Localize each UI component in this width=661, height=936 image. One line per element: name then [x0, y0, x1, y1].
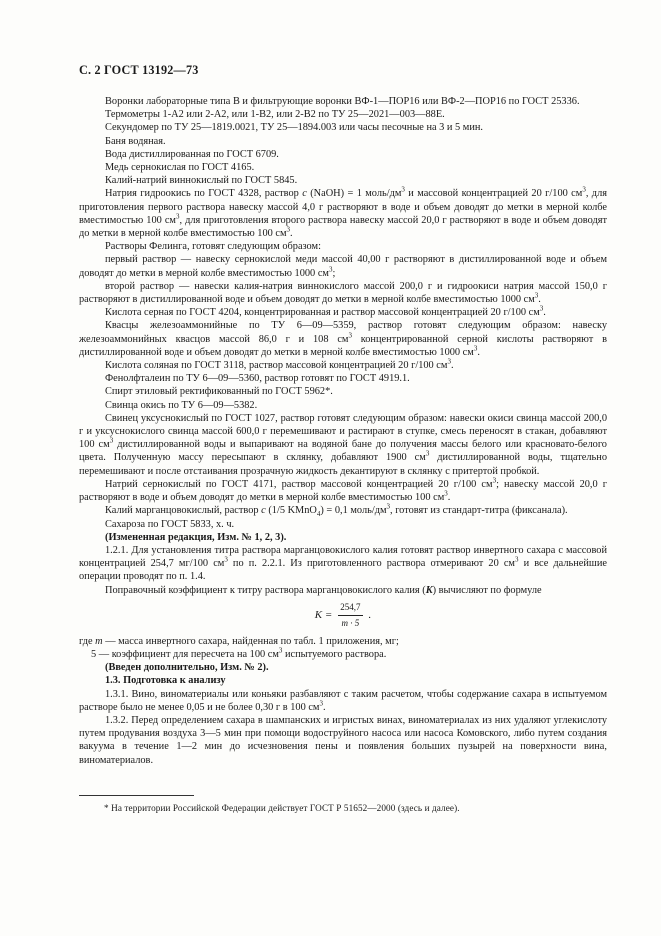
footnote: * На территории Российской Федерации действует ГОСТ Р 51652—2000 (здесь и далее).	[104, 803, 460, 813]
formula-explanation: 5 — коэффициент для пересчета на 100 $см^3$ испытуемого раствора.	[91, 646, 387, 660]
paragraph: Спирт этиловый ректификованный по ГОСТ 5962*.	[105, 386, 333, 398]
paragraph: Натрий сернокислый по ГОСТ 4171, раствор массовой концентрацией 20 г/100 $см^3$; навеску массой 20,0 г растворяют в воде и объем доводят до метки в мерной колбе вместимостью 100 $см^3$.	[79, 476, 607, 504]
paragraph: Натрия гидроокись по ГОСТ 4328, раствор c (NaOH) = 1 моль/$дм^3$ и массовой концентрацией 20 г/100 $см^3$, для приготовления первого раствора навеску массой 4,0 г растворяют в воде и объем доводят до метки в мерной колбе вместимостью 100 $см^3$, для приготовления второго раствора навеску массой 20,0 г растворяют в воде и объем доводят до метки в мерной колбе вместимостью 100 $см^3$.	[79, 185, 607, 240]
paragraph: Квасцы железоаммонийные по ТУ 6—09—5359, раствор готовят следующим образом: навеску железоаммонийных квасцов массой 86,0 г и 108 $см^3$ концентрированной серной кислоты растворяют в дистиллированной воде и объем доводят до метки в мерной колбе вместимостью 1000 $см^3$.	[79, 320, 607, 358]
paragraph: Поправочный коэффициент к титру раствора марганцовокислого калия (K) вычисляют по формуле	[105, 584, 542, 596]
paragraph: Калий марганцовокислый, раствор c (1/5 KMnO$_4$) = 0,1 моль/$дм^3$, готовят из стандарт-титра (фиксанала).	[105, 502, 568, 519]
paragraph: Вода дистиллированная по ГОСТ 6709.	[105, 148, 279, 160]
paragraph: второй раствор — навески калия-натрия виннокислого массой 200,0 г и гидроокиси натрия массой 150,0 г растворяют в дистиллированной воде и объем доводят до метки в мерной колбе вместимостью 1000 $см^3$.	[79, 280, 607, 306]
paragraph: Термометры 1-А2 или 2-А2, или 1-В2, или 2-В2 по ТУ 25—2021—003—88Е.	[105, 109, 445, 121]
paragraph: Фенолфталеин по ТУ 6—09—5360, раствор готовят по ГОСТ 4919.1.	[105, 373, 410, 385]
paragraph: первый раствор — навеску сернокислой меди массой 40,00 г растворяют в дистиллированной воде и объем доводят до метки в мерной колбе вместимостью 1000 $см^3$;	[79, 254, 607, 279]
formula-fraction	[338, 601, 362, 630]
paragraph: Свинца окись по ТУ 6—09—5382.	[105, 399, 258, 411]
paragraph: Медь сернокислая по ГОСТ 4165.	[105, 162, 255, 174]
page-header: С. 2 ГОСТ 13192—73	[79, 63, 199, 77]
paragraph: 1.2.1. Для установления титра раствора марганцовокислого калия готовят раствор инвертного сахара с массовой концентрацией 254,7 мг/100 $см^3$ по п. 2.2.1. Из приготовленного раствора отмеривают 20 $см^3$ и все дальнейшие операции проводят по п. 1.4.	[79, 544, 607, 583]
paragraph: Калий-натрий виннокислый по ГОСТ 5845.	[105, 175, 298, 187]
paragraph: Растворы Фелинга, готовят следующим образом:	[105, 241, 321, 253]
paragraph: Сахароза по ГОСТ 5833, х. ч.	[105, 518, 235, 530]
document-body	[79, 95, 607, 767]
formula-denominator: m · 5	[341, 618, 360, 629]
amendment-note: (Измененная редакция, Изм. № 1, 2, 3).	[105, 531, 287, 543]
section-heading: 1.3. Подготовка к анализу	[105, 675, 226, 687]
formula-end: .	[368, 609, 372, 622]
paragraph: Воронки лабораторные типа В и фильтрующие воронки ВФ-1—ПОР16 или ВФ-2—ПОР16 по ГОСТ 25336.	[105, 96, 580, 107]
paragraph: Баня водяная.	[105, 135, 166, 147]
paragraph: Кислота серная по ГОСТ 4204, концентрированная и раствор массовой концентрацией 20 г/100 $см^3$.	[105, 304, 546, 319]
paragraph: Кислота соляная по ГОСТ 3118, раствор массовой концентрацией 20 г/100 $см^3$.	[105, 357, 454, 372]
paragraph: Свинец уксуснокислый по ГОСТ 1027, раствор готовят следующим образом: навески окиси свинца массой 200,0 г и уксуснокислого свинца массой 600,0 г перемешивают и растирают в ступке, смесь переносят в стакан, добавляют 100 $см^3$ дистиллированной воды и выпаривают на водяной бане до получения массы белого или красновато-белого цвета. Полученную массу пересыпают в склянку, добавляют 1900 $см^3$ дистиллированной воды, тщательно перемешивают и после отстаивания прозрачную жидкость декантируют в склянку с притертой пробкой.	[79, 412, 607, 477]
formula	[79, 597, 607, 635]
paragraph: Секундомер по ТУ 25—1819.0021, ТУ 25—1894.003 или часы песочные на 3 и 5 мин.	[105, 122, 484, 134]
footnote-divider	[79, 795, 194, 796]
paragraph: 1.3.1. Вино, виноматериалы или коньяки разбавляют с таким расчетом, чтобы содержание сахара в испытуемом растворе было не менее 0,05 и не более 0,30 г в 100 $см^3$.	[79, 688, 607, 713]
formula-lhs: K =	[314, 609, 333, 622]
formula-explanation: где m — масса инвертного сахара, найденная по табл. 1 приложения, мг;	[79, 635, 399, 647]
formula-numerator: 254,7	[338, 601, 362, 616]
amendment-note: (Введен дополнительно, Изм. № 2).	[105, 662, 269, 674]
paragraph: 1.3.2. Перед определением сахара в шампанских и игристых винах, виноматериалах из них удаляют углекислоту путем продувания воздуха 3—5 мин при помощи водоструйного насоса или насоса Комовского, либо путем создания вакуума в течение 1—2 мин до исчезновения пены и появления больших пузырей на поверхности вина, виноматериалов.	[79, 714, 607, 766]
